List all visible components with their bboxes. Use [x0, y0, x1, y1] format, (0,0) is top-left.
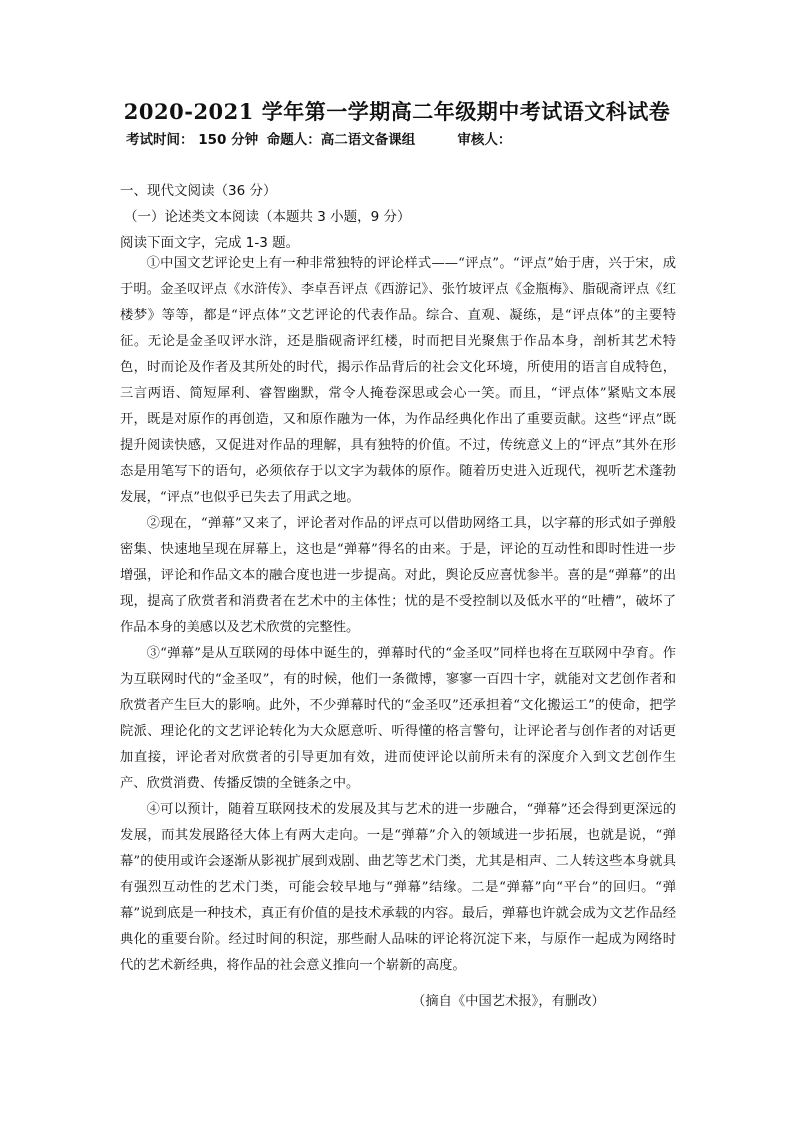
subsection-heading: （一）论述类文本阅读（本题共 3 小题，9 分）	[124, 209, 411, 225]
passage-paragraph-2: ②现在，“弹幕”又来了，评论者对作品的评点可以借助网络工具，以字幕的形式如子弹般密集、快速地呈现在屏幕上，这也是“弹幕”得名的由来。于是，评论的互动性和即时性进一步增强，评论和作品文本的融合度也进一步提高。对此，舆论反应喜忧参半。喜的是“弹幕”的出现，提高了欣赏者和消费者在艺术中的主体性；忧的是不受控制以及低水平的“吐槽”，破坏了作品本身的美感以及艺术欣赏的完整性。	[120, 516, 676, 635]
passage-source: （摘自《中国艺术报》，有删改）	[412, 994, 605, 1009]
exam-meta-line	[126, 128, 511, 148]
passage-paragraph-3: ③“弹幕”是从互联网的母体中诞生的，弹幕时代的“金圣叹”同样也将在互联网中孕育。作为互联网时代的“金圣叹”，有的时候，他们一条微博，寥寥一百四十字，就能对文艺创作者和欣赏者产生巨大的影响。此外，不少弹幕时代的“金圣叹”还承担着“文化搬运工”的使命，把学院派、理论化的文艺评论转化为大众愿意听、听得懂的格言警句，让评论者与创作者的对话更加直接，评论者对欣赏者的引导更加有效，进而使评论以前所未有的深度介入到文艺创作生产、欣赏消费、传播反馈的全链条之中。	[120, 646, 676, 791]
exam-reviewer: 审核人：	[457, 132, 512, 148]
exam-author: 命题人：高二语文备课组	[266, 132, 416, 148]
passage-body	[120, 251, 676, 979]
section-heading: 一、现代文阅读（36 分）	[120, 183, 277, 199]
passage-paragraph-4: ④可以预计，随着互联网技术的发展及其与艺术的进一步融合，“弹幕”还会得到更深远的发展，而其发展路径大体上有两大走向。一是“弹幕”介入的领域进一步拓展，也就是说，“弹幕”的使用或许会逐渐从影视扩展到戏剧、曲艺等艺术门类，尤其是相声、二人转这些本身就具有强烈互动性的艺术门类，可能会较早地与“弹幕”结缘。二是“弹幕”向“平台”的回归。“弹幕”说到底是一种技术，真正有价值的是技术承载的内容。最后，弹幕也许就会成为文艺作品经典化的重要台阶。经过时间的积淀，那些耐人品味的评论将沉淀下来，与原作一起成为网络时代的艺术新经典，将作品的社会意义推向一个崭新的高度。	[120, 802, 676, 973]
passage-paragraph-1: ①中国文艺评论史上有一种非常独特的评论样式——“评点”。“评点”始于唐，兴于宋，成于明。金圣叹评点《水浒传》、李卓吾评点《西游记》、张竹坡评点《金瓶梅》、脂砚斋评点《红楼梦》等等，都是“评点体”文艺评论的代表作品。综合、直观、凝练，是“评点体”的主要特征。无论是金圣叹评水浒，还是脂砚斋评红楼，时而把目光聚焦于作品本身，剖析其艺术特色，时而论及作者及其所处的时代，揭示作品背后的社会文化环境，所使用的语言自成特色，三言两语、简短犀利、睿智幽默，常令人掩卷深思或会心一笑。而且，“评点体”紧贴文本展开，既是对原作的再创造，又和原作融为一体，为作品经典化作出了重要贡献。这些“评点”既提升阅读快感，又促进对作品的理解，具有独特的价值。不过，传统意义上的“评点”其外在形态是用笔写下的语句，必须依存于以文字为载体的原作。随着历史进入近现代，视听艺术蓬勃发展，“评点”也似乎已失去了用武之地。	[120, 256, 676, 505]
exam-time: 考试时间： 150 分钟	[126, 132, 259, 148]
page-title: 2020-2021 学年第一学期高二年级期中考试语文科试卷	[123, 99, 671, 124]
reading-instruction: 阅读下面文字，完成 1-3 题。	[120, 235, 300, 251]
